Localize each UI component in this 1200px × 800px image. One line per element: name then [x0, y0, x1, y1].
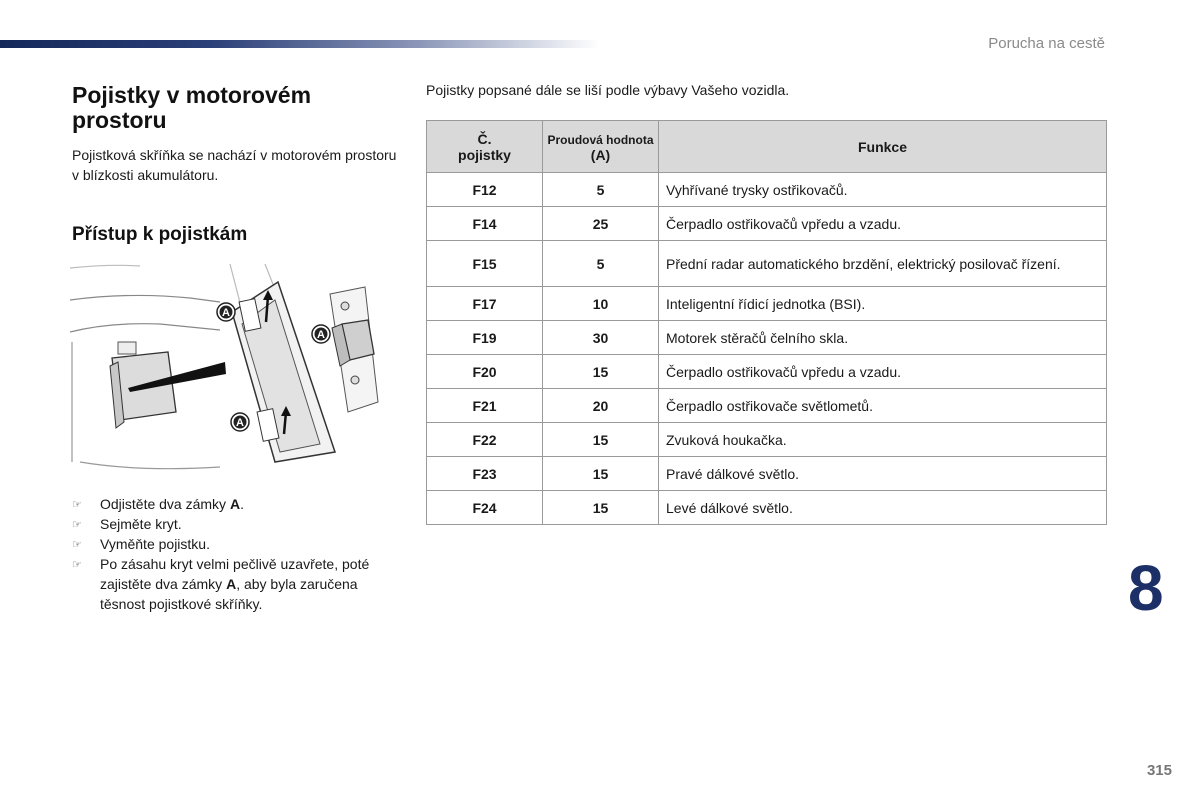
fuse-function: Čerpadlo ostřikovače světlometů. [659, 389, 1107, 423]
intro-paragraph: Pojistková skříňka se nachází v motorovém prostoru v blízkosti akumulátoru. [72, 147, 397, 183]
fuse-amps: 15 [543, 457, 659, 491]
fuse-number: F21 [427, 389, 543, 423]
table-row [427, 173, 1107, 207]
fuse-amps: 15 [543, 491, 659, 525]
table-row [427, 457, 1107, 491]
fuse-number: F17 [427, 287, 543, 321]
chapter-number: 8 [1128, 552, 1164, 624]
fuse-number: F12 [427, 173, 543, 207]
fuse-amps: 5 [543, 241, 659, 287]
pointing-hand-icon: ☞ [72, 539, 82, 551]
fuse-number: F14 [427, 207, 543, 241]
fusebox-illustration [70, 262, 390, 482]
fuse-amps: 30 [543, 321, 659, 355]
instruction-step-2: ☞ Sejměte kryt. [72, 514, 402, 534]
table-row [427, 491, 1107, 525]
fuse-function: Motorek stěračů čelního skla. [659, 321, 1107, 355]
fuse-amps: 25 [543, 207, 659, 241]
instruction-step-3: ☞ Vyměňte pojistku. [72, 534, 402, 554]
fuse-number: F19 [427, 321, 543, 355]
instruction-list [72, 494, 402, 614]
table-row [427, 321, 1107, 355]
table-row [427, 207, 1107, 241]
fuse-number: F24 [427, 491, 543, 525]
pointing-hand-icon: ☞ [72, 499, 82, 511]
header-current: Proudová hodnota (A) [543, 121, 659, 173]
fuse-number: F22 [427, 423, 543, 457]
header-function: Funkce [659, 121, 1107, 173]
fuse-amps: 20 [543, 389, 659, 423]
header-fuse-number: Č. pojistky [427, 121, 543, 173]
table-row [427, 241, 1107, 287]
label-a-bottom: A [236, 417, 244, 429]
subsection-title: Přístup k pojistkám [72, 224, 248, 245]
fuse-function: Zvuková houkačka. [659, 423, 1107, 457]
fuse-function: Pravé dálkové světlo. [659, 457, 1107, 491]
pointing-hand-icon: ☞ [72, 559, 82, 571]
fuse-amps: 15 [543, 355, 659, 389]
page-number: 315 [1146, 762, 1172, 779]
table-intro: Pojistky popsané dále se liší podle výbavy Vašeho vozidla. [426, 82, 790, 98]
fuse-number: F15 [427, 241, 543, 287]
instruction-step-4: ☞ Po zásahu kryt velmi pečlivě uzavřete, poté zajistěte dva zámky A, aby byla zaručena těsnost pojistkové skříňky. [72, 556, 370, 612]
label-a-top: A [222, 307, 230, 319]
fuse-function: Vyhřívané trysky ostřikovačů. [659, 173, 1107, 207]
fuse-function: Čerpadlo ostřikovačů vpředu a vzadu. [659, 207, 1107, 241]
table-row [427, 423, 1107, 457]
fuse-function: Čerpadlo ostřikovačů vpředu a vzadu. [659, 355, 1107, 389]
instruction-step-1: ☞ Odjistěte dva zámky A. [72, 494, 402, 514]
table-row [427, 355, 1107, 389]
page-title: Pojistky v motorovém prostoru [72, 82, 312, 133]
label-a-right: A [317, 329, 325, 341]
fuse-amps: 5 [543, 173, 659, 207]
table-row [427, 287, 1107, 321]
fuse-amps: 10 [543, 287, 659, 321]
fuse-function: Levé dálkové světlo. [659, 491, 1107, 525]
fuse-function: Inteligentní řídicí jednotka (BSI). [659, 287, 1107, 321]
table-header-row [427, 121, 1107, 173]
fuse-amps: 15 [543, 423, 659, 457]
fuse-function: Přední radar automatického brzdění, elektrický posilovač řízení. [659, 241, 1107, 287]
fuse-number: F23 [427, 457, 543, 491]
fuse-number: F20 [427, 355, 543, 389]
section-title: Porucha na cestě [988, 35, 1105, 52]
header-gradient-bar [0, 40, 600, 48]
pointing-hand-icon: ☞ [72, 519, 82, 531]
fuse-table [426, 120, 1107, 525]
table-row [427, 389, 1107, 423]
